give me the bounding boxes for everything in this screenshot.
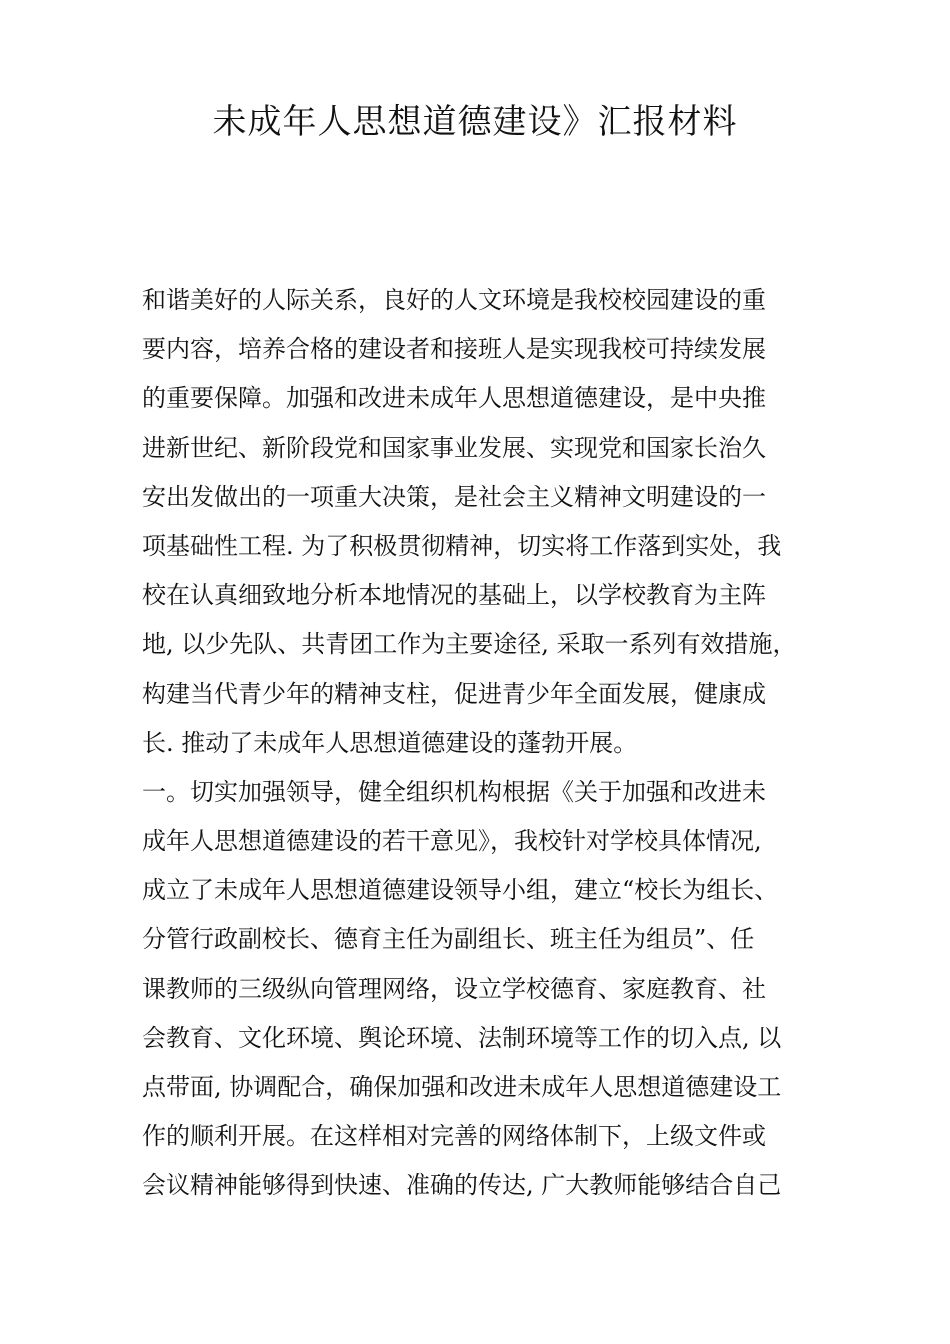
body-line: 课教师的三级纵向管理网络，设立学校德育、家庭教育、社 — [142, 974, 766, 1003]
body-line: 地, 以少先队、共青团工作为主要途径, 采取一系列有效措施， — [142, 630, 797, 659]
body-line: 作的顺利开展。在这样相对完善的网络体制下，上级文件或 — [142, 1122, 766, 1151]
body-line: 构建当代青少年的精神支柱，促进青少年全面发展，健康成 — [142, 679, 766, 708]
document-title: 未成年人思想道德建设》汇报材料 — [212, 102, 738, 142]
document-body — [142, 276, 822, 1211]
body-line: 安出发做出的一项重大决策，是社会主义精神文明建设的一 — [142, 482, 766, 511]
body-line: 校在认真细致地分析本地情况的基础上，以学校教育为主阵 — [142, 581, 766, 610]
body-line: 进新世纪、新阶段党和国家事业发展、实现党和国家长治久 — [142, 433, 766, 462]
body-line: 长. 推动了未成年人思想道德建设的蓬勃开展。 — [142, 728, 638, 757]
body-line: 成立了未成年人思想道德建设领导小组，建立“校长为组长、 — [142, 876, 779, 905]
body-line: 的重要保障。加强和改进未成年人思想道德建设，是中央推 — [142, 384, 766, 413]
body-line: 会议精神能够得到快速、准确的传达, 广大教师能够结合自己 — [142, 1171, 782, 1200]
body-line: 和谐美好的人际关系，良好的人文环境是我校校园建设的重 — [142, 286, 766, 314]
body-line: 点带面, 协调配合，确保加强和改进未成年人思想道德建设工 — [142, 1073, 782, 1101]
body-line: 分管行政副校长、德育主任为副组长、班主任为组员”、任 — [142, 925, 755, 954]
body-line: 项基础性工程. 为了积极贯彻精神，切实将工作落到实处，我 — [142, 531, 782, 560]
section-heading-line: 一。切实加强领导，健全组织机构根据《关于加强和改进未 — [142, 777, 766, 806]
body-line: 会教育、文化环境、舆论环境、法制环境等工作的切入点, 以 — [142, 1023, 782, 1052]
body-line: 要内容，培养合格的建设者和接班人是实现我校可持续发展 — [142, 335, 766, 364]
body-line: 成年人思想道德建设的若干意见》，我校针对学校具体情况, — [142, 827, 762, 856]
